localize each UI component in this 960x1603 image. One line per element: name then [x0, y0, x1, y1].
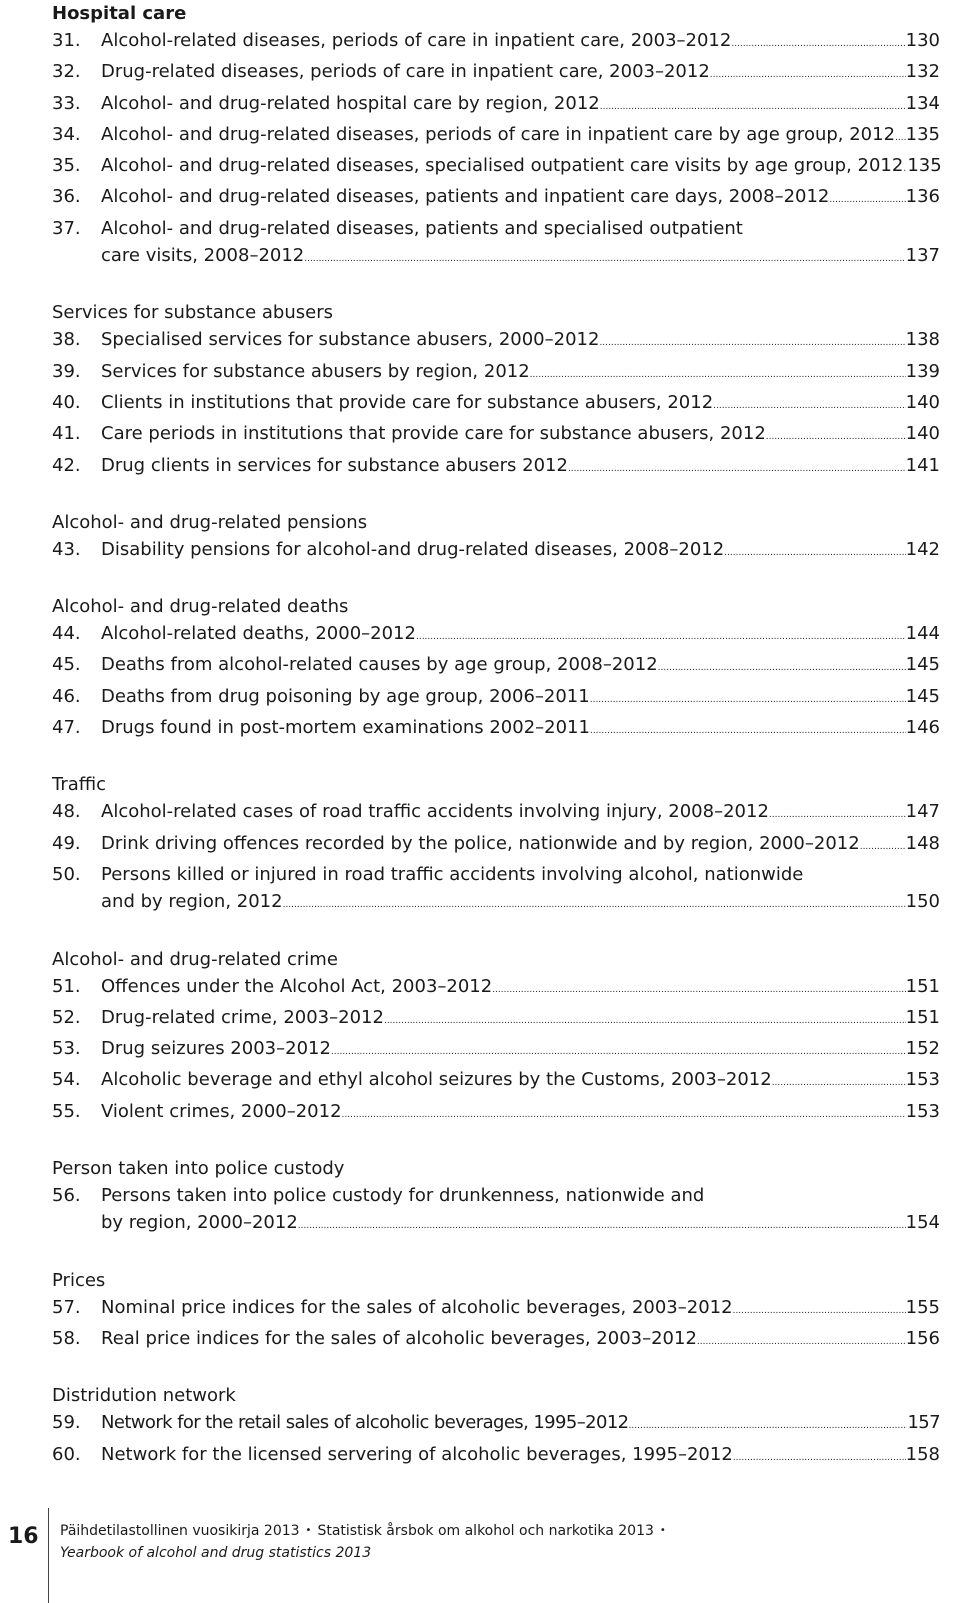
- entry-number: 33.: [52, 92, 81, 114]
- entry-page-number: 147: [905, 801, 940, 823]
- entry-title: Drug-related diseases, periods of care in inpatient care, 2003–2012: [101, 61, 710, 83]
- entry-number: 40.: [52, 391, 81, 413]
- entry-title: Drug seizures 2003–2012: [101, 1038, 331, 1060]
- toc-entry[interactable]: [52, 861, 940, 920]
- toc-entry[interactable]: [52, 1441, 940, 1472]
- section-heading: Prices: [52, 1269, 106, 1291]
- footer-separator: •: [305, 1525, 312, 1536]
- entry-page-number: 130: [905, 30, 940, 51]
- entry-title: Alcohol- and drug-related diseases, patients and specialised outpatient: [101, 217, 743, 239]
- entry-title: Network for the licensed servering of alcoholic beverages, 1995–2012: [101, 1443, 733, 1465]
- entry-number: 56.: [52, 1185, 81, 1207]
- entry-number: 38.: [52, 329, 81, 351]
- section-gap: [52, 745, 940, 771]
- entry-number: 39.: [52, 360, 81, 382]
- toc-section: [52, 593, 940, 745]
- toc-entry[interactable]: [52, 683, 940, 714]
- entry-page-number: 153: [905, 1100, 940, 1122]
- entry-number: 46.: [52, 685, 81, 707]
- toc-entry[interactable]: [52, 1325, 940, 1356]
- entry-page-number: 150: [905, 891, 940, 913]
- entry-number: 34.: [52, 123, 81, 145]
- dot-leader: [599, 326, 905, 357]
- entry-number: 36.: [52, 186, 81, 208]
- entry-page-number: 154: [905, 1212, 940, 1234]
- page-number: 16: [8, 1524, 39, 1549]
- entry-number: 53.: [52, 1038, 81, 1060]
- entry-number: 55.: [52, 1100, 81, 1122]
- section-heading: Alcohol- and drug-related pensions: [52, 511, 368, 533]
- footer-swedish-title: Statistisk årsbok om alkohol och narkotika 2013: [317, 1523, 654, 1539]
- entry-page-number: 151: [905, 975, 940, 997]
- toc-entry[interactable]: [52, 90, 940, 121]
- entry-page-number: 145: [905, 654, 940, 676]
- section-heading: Alcohol- and drug-related crime: [52, 948, 338, 970]
- entry-title: Disability pensions for alcohol-and drug-related diseases, 2008–2012: [101, 538, 725, 560]
- entry-number: 54.: [52, 1069, 81, 1091]
- dot-leader: [766, 420, 906, 451]
- footer-divider: [48, 1508, 49, 1603]
- entry-number: 51.: [52, 975, 81, 997]
- entry-title: Alcohol-related deaths, 2000–2012: [101, 623, 416, 645]
- dot-leader: [710, 58, 906, 89]
- dot-leader: [733, 1294, 906, 1325]
- section-heading: Person taken into police custody: [52, 1158, 345, 1180]
- dot-leader: [731, 27, 905, 58]
- dot-leader: [304, 242, 905, 273]
- entry-page-number: 144: [905, 623, 940, 645]
- entry-number: 41.: [52, 423, 81, 445]
- entry-title: and by region, 2012: [101, 891, 283, 913]
- toc-section: [52, 299, 940, 482]
- entry-page-number: 148: [905, 832, 940, 854]
- entry-page-number: 140: [905, 423, 940, 445]
- entry-number: 37.: [52, 217, 81, 239]
- footer-text: [60, 1520, 672, 1564]
- entry-number: 35.: [52, 155, 81, 177]
- toc-entry[interactable]: [52, 830, 940, 861]
- toc-entry[interactable]: [52, 183, 940, 214]
- entry-page-number: 139: [905, 360, 940, 382]
- section-gap: [52, 1129, 940, 1155]
- toc-section: [52, 1155, 940, 1241]
- footer-english-title: Yearbook of alcohol and drug statistics 2013: [60, 1545, 372, 1561]
- entry-title: Alcohol- and drug-related diseases, patients and inpatient care days, 2008–2012: [101, 186, 830, 208]
- dot-leader: [342, 1098, 906, 1129]
- toc-entry[interactable]: [52, 27, 940, 58]
- entry-page-number: 137: [905, 245, 940, 267]
- toc-section: [52, 946, 940, 1129]
- entry-title: Persons taken into police custody for drunkenness, nationwide and: [101, 1185, 705, 1207]
- toc-entry[interactable]: [52, 1182, 940, 1241]
- dot-leader: [298, 1209, 906, 1240]
- toc-entry[interactable]: [52, 798, 940, 829]
- toc-section: [52, 509, 940, 567]
- dot-leader: [769, 798, 906, 829]
- dot-leader: [772, 1066, 906, 1097]
- toc-entry[interactable]: [52, 452, 940, 483]
- dot-leader: [384, 1004, 906, 1035]
- section-heading: Hospital care: [52, 3, 187, 24]
- entry-page-number: 155: [905, 1296, 940, 1318]
- entry-page-number: 135: [907, 155, 942, 177]
- toc-entry[interactable]: [52, 420, 940, 451]
- toc-entry[interactable]: [52, 1098, 940, 1129]
- footer-separator: •: [659, 1525, 666, 1536]
- entry-title: Deaths from drug poisoning by age group, 2006–2011: [101, 685, 590, 707]
- toc-section: [52, 0, 940, 273]
- entry-title: Drug clients in services for substance abusers 2012: [101, 454, 568, 476]
- entry-number: 59.: [52, 1412, 81, 1434]
- entry-page-number: 146: [905, 717, 940, 739]
- dot-leader: [600, 90, 906, 121]
- entry-number: 49.: [52, 832, 81, 854]
- entry-title: Alcohol- and drug-related diseases, periods of care in inpatient care by age group, 2012: [101, 123, 896, 145]
- dot-leader: [416, 620, 906, 651]
- toc-entry[interactable]: [52, 58, 940, 89]
- dot-leader: [331, 1035, 906, 1066]
- toc-entry[interactable]: [52, 714, 940, 745]
- dot-leader: [568, 452, 906, 483]
- dot-leader: [492, 973, 905, 1004]
- entry-page-number: 132: [905, 61, 940, 83]
- entry-page-number: 142: [905, 538, 940, 560]
- dot-leader: [724, 536, 905, 567]
- dot-leader: [658, 651, 906, 682]
- entry-number: 57.: [52, 1296, 81, 1318]
- section-heading: Alcohol- and drug-related deaths: [52, 596, 349, 618]
- entry-number: 43.: [52, 538, 81, 560]
- entry-page-number: 156: [905, 1327, 940, 1349]
- entry-title: by region, 2000–2012: [101, 1212, 298, 1234]
- toc-entry[interactable]: [52, 536, 940, 567]
- dot-leader: [590, 714, 906, 745]
- entry-title: Nominal price indices for the sales of alcoholic beverages, 2003–2012: [101, 1296, 733, 1318]
- entry-title: Violent crimes, 2000–2012: [101, 1100, 342, 1122]
- entry-page-number: 151: [905, 1006, 940, 1028]
- toc-entry[interactable]: [52, 1035, 940, 1066]
- entry-number: 42.: [52, 454, 81, 476]
- entry-page-number: 153: [905, 1069, 940, 1091]
- dot-leader: [733, 1441, 906, 1472]
- entry-number: 44.: [52, 623, 81, 645]
- entry-title: Care periods in institutions that provide care for substance abusers, 2012: [101, 423, 766, 445]
- section-gap: [52, 567, 940, 593]
- entry-title: Specialised services for substance abusers, 2000–2012: [101, 329, 600, 351]
- entry-page-number: 134: [905, 92, 940, 114]
- section-gap: [52, 1356, 940, 1382]
- toc-section: [52, 1267, 940, 1357]
- dot-leader: [697, 1325, 906, 1356]
- toc-entry[interactable]: [52, 215, 940, 274]
- dot-leader: [629, 1409, 908, 1440]
- entry-number: 58.: [52, 1327, 81, 1349]
- section-gap: [52, 920, 940, 946]
- entry-number: 31.: [52, 30, 81, 51]
- dot-leader: [895, 121, 906, 152]
- entry-number: 52.: [52, 1006, 81, 1028]
- toc-entry[interactable]: [52, 1004, 940, 1035]
- section-heading: Distridution network: [52, 1385, 236, 1407]
- entry-title: care visits, 2008–2012: [101, 245, 305, 267]
- entry-title: Alcohol- and drug-related hospital care by region, 2012: [101, 92, 600, 114]
- toc-entry[interactable]: [52, 358, 940, 389]
- entry-page-number: 136: [905, 186, 940, 208]
- entry-page-number: 141: [905, 454, 940, 476]
- entry-number: 60.: [52, 1443, 81, 1465]
- entry-title: Offences under the Alcohol Act, 2003–2012: [101, 975, 493, 997]
- entry-page-number: 135: [905, 123, 940, 145]
- entry-title: Drug-related crime, 2003–2012: [101, 1006, 384, 1028]
- section-gap: [52, 483, 940, 509]
- entry-title: Alcohol-related diseases, periods of care in inpatient care, 2003–2012: [101, 30, 732, 51]
- toc-entry[interactable]: [52, 1409, 940, 1440]
- toc-entry[interactable]: [52, 326, 940, 357]
- toc-entry[interactable]: [52, 1294, 940, 1325]
- entry-title: Network for the retail sales of alcoholic beverages, 1995–2012: [101, 1412, 629, 1434]
- entry-page-number: 138: [905, 329, 940, 351]
- toc-entry[interactable]: [52, 152, 940, 183]
- entry-title: Alcoholic beverage and ethyl alcohol seizures by the Customs, 2003–2012: [101, 1069, 772, 1091]
- entry-page-number: 158: [905, 1443, 940, 1465]
- entry-number: 32.: [52, 61, 81, 83]
- dot-leader: [283, 888, 906, 919]
- toc-section: [52, 1382, 940, 1472]
- entry-page-number: 145: [905, 685, 940, 707]
- footer-finnish-title: Päihdetilastollinen vuosikirja 2013: [60, 1523, 300, 1539]
- entry-title: Services for substance abusers by region, 2012: [101, 360, 530, 382]
- entry-title: Persons killed or injured in road traffic accidents involving alcohol, nationwide: [101, 863, 804, 885]
- section-heading: Services for substance abusers: [52, 302, 333, 324]
- dot-leader: [860, 830, 906, 861]
- entry-title: Alcohol-related cases of road traffic accidents involving injury, 2008–2012: [101, 801, 769, 823]
- entry-title: Drugs found in post-mortem examinations 2002–2011: [101, 717, 590, 739]
- entry-title: Drink driving offences recorded by the police, nationwide and by region, 2000–2012: [101, 832, 860, 854]
- section-heading: Traffic: [52, 774, 107, 796]
- section-gap: [52, 273, 940, 299]
- toc-entry[interactable]: [52, 651, 940, 682]
- dot-leader: [713, 389, 905, 420]
- dot-leader: [829, 183, 905, 214]
- entry-number: 48.: [52, 801, 81, 823]
- toc-entry[interactable]: [52, 620, 940, 651]
- entry-page-number: 157: [907, 1412, 940, 1434]
- dot-leader: [530, 358, 906, 389]
- entry-page-number: 152: [905, 1038, 940, 1060]
- toc-entry[interactable]: [52, 1066, 940, 1097]
- entry-number: 45.: [52, 654, 81, 676]
- toc-entry[interactable]: [52, 973, 940, 1004]
- section-gap: [52, 1241, 940, 1267]
- dot-leader: [590, 683, 906, 714]
- toc-entry[interactable]: [52, 389, 940, 420]
- entry-number: 50.: [52, 863, 81, 885]
- entry-title: Alcohol- and drug-related diseases, specialised outpatient care visits by age group, 2012: [101, 155, 904, 177]
- entry-title: Real price indices for the sales of alcoholic beverages, 2003–2012: [101, 1327, 697, 1349]
- toc-section: [52, 771, 940, 919]
- entry-page-number: 140: [905, 391, 940, 413]
- toc-entry[interactable]: [52, 121, 940, 152]
- table-of-contents: [52, 0, 940, 1472]
- entry-number: 47.: [52, 717, 81, 739]
- entry-title: Clients in institutions that provide care for substance abusers, 2012: [101, 391, 714, 413]
- entry-title: Deaths from alcohol-related causes by age group, 2008–2012: [101, 654, 658, 676]
